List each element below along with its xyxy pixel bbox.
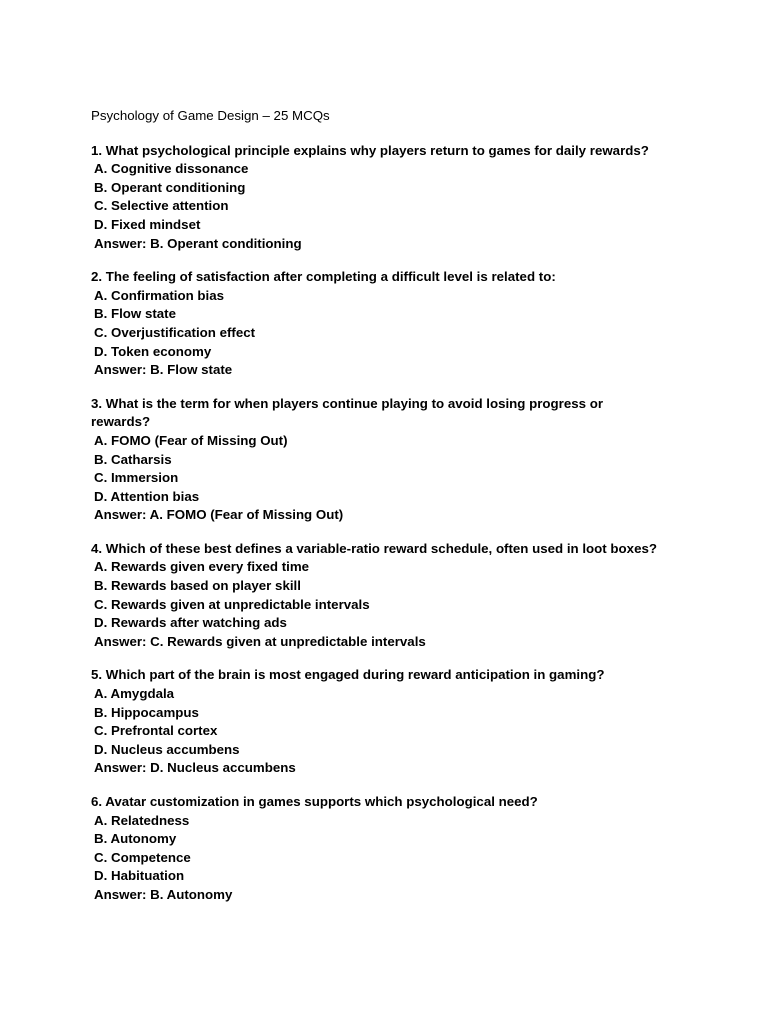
question-5	[91, 666, 691, 778]
answer: Answer: A. FOMO (Fear of Missing Out)	[94, 507, 344, 523]
option-c: C. Rewards given at unpredictable intervals	[94, 596, 370, 612]
option-d: D. Fixed mindset	[94, 216, 201, 232]
option-c: C. Prefrontal cortex	[94, 723, 218, 739]
option-c: C. Immersion	[94, 470, 179, 486]
question-text: 3. What is the term for when players continue playing to avoid losing progress or rewards?	[91, 395, 604, 430]
option-a: A. Confirmation bias	[94, 287, 225, 303]
question-1	[91, 142, 691, 254]
option-d: D. Attention bias	[94, 488, 200, 504]
option-b: B. Rewards based on player skill	[94, 578, 301, 594]
option-a: A. FOMO (Fear of Missing Out)	[94, 432, 288, 448]
question-text: 4. Which of these best defines a variable-ratio reward schedule, often used in loot boxes?	[91, 540, 657, 556]
option-b: B. Hippocampus	[94, 704, 199, 720]
answer: Answer: B. Operant conditioning	[94, 235, 302, 251]
option-a: A. Rewards given every fixed time	[94, 559, 310, 575]
answer: Answer: C. Rewards given at unpredictable intervals	[94, 633, 426, 649]
question-2	[91, 268, 691, 380]
question-text: 1. What psychological principle explains why players return to games for daily rewards?	[91, 142, 649, 158]
answer: Answer: B. Autonomy	[94, 886, 233, 902]
option-c: C. Overjustification effect	[94, 324, 256, 340]
document-title: Psychology of Game Design – 25 MCQs	[91, 108, 330, 123]
option-a: A. Relatedness	[94, 812, 190, 828]
option-a: A. Amygdala	[94, 686, 175, 702]
answer: Answer: D. Nucleus accumbens	[94, 760, 296, 776]
option-b: B. Flow state	[94, 306, 177, 322]
option-d: D. Rewards after watching ads	[94, 615, 287, 631]
question-text: 2. The feeling of satisfaction after completing a difficult level is related to:	[91, 269, 556, 285]
option-d: D. Habituation	[94, 868, 185, 884]
option-a: A. Cognitive dissonance	[94, 161, 249, 177]
option-d: D. Token economy	[94, 343, 212, 359]
question-6	[91, 793, 691, 905]
option-b: B. Autonomy	[94, 831, 177, 847]
document-content	[91, 107, 691, 920]
option-c: C. Competence	[94, 849, 191, 865]
option-b: B. Catharsis	[94, 451, 172, 467]
option-b: B. Operant conditioning	[94, 179, 246, 195]
option-d: D. Nucleus accumbens	[94, 741, 240, 757]
option-c: C. Selective attention	[94, 198, 229, 214]
answer: Answer: B. Flow state	[94, 362, 233, 378]
question-text: 5. Which part of the brain is most engaged during reward anticipation in gaming?	[91, 667, 605, 683]
question-text: 6. Avatar customization in games supports which psychological need?	[91, 794, 538, 809]
question-4	[91, 540, 691, 652]
question-3	[91, 395, 691, 525]
